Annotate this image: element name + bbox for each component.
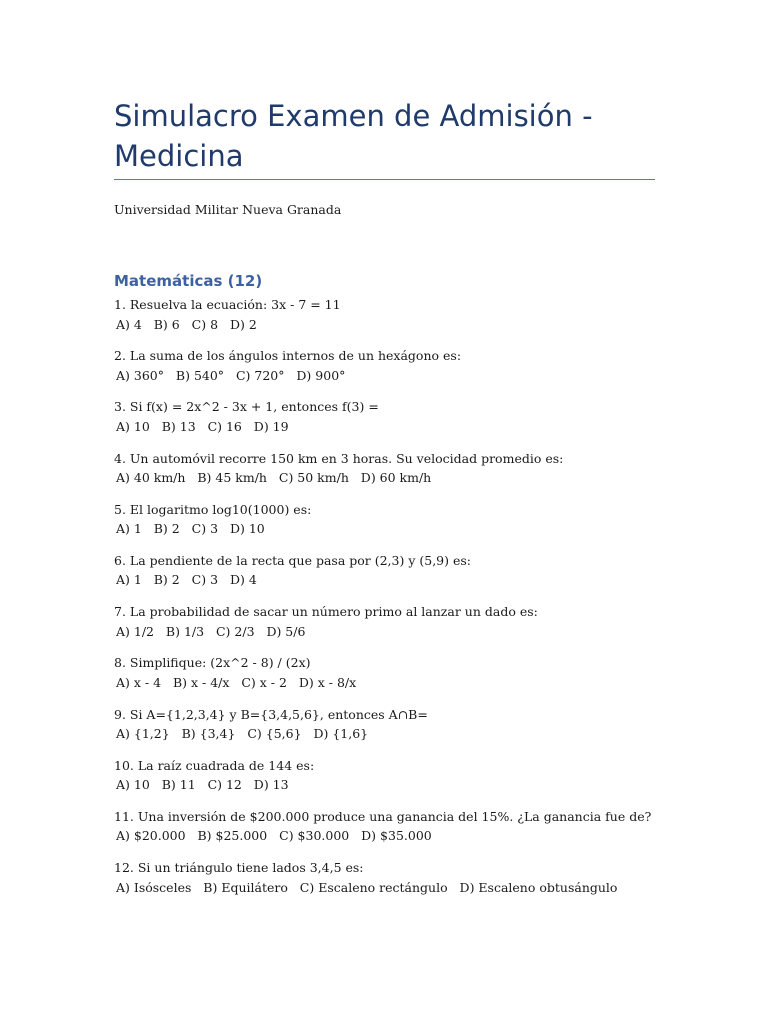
question-text: 7. La probabilidad de sacar un número primo al lanzar un dado es: [114, 604, 538, 620]
question-item [114, 346, 674, 397]
question-text: 12. Si un triángulo tiene lados 3,4,5 es: [114, 860, 364, 876]
question-text: 11. Una inversión de $200.000 produce una ganancia del 15%. ¿La ganancia fue de? [114, 808, 652, 824]
title-divider [114, 179, 655, 180]
question-options: A) x - 4 B) x - 4/x C) x - 2 D) x - 8/x [116, 674, 357, 690]
question-item [114, 653, 674, 704]
question-text: 6. La pendiente de la recta que pasa por (2,3) y (5,9) es: [114, 552, 472, 568]
question-text: 3. Si f(x) = 2x^2 - 3x + 1, entonces f(3) = [114, 399, 379, 415]
question-options: A) 40 km/h B) 45 km/h C) 50 km/h D) 60 km/h [116, 470, 432, 486]
question-options: A) 10 B) 11 C) 12 D) 13 [116, 777, 289, 793]
section-heading-matematicas: Matemáticas (12) [114, 272, 263, 290]
question-options: A) Isósceles B) Equilátero C) Escaleno rectángulo D) Escaleno obtusángulo [116, 879, 618, 895]
question-item [114, 705, 674, 756]
question-text: 4. Un automóvil recorre 150 km en 3 horas. Su velocidad promedio es: [114, 450, 564, 466]
question-options: A) 10 B) 13 C) 16 D) 19 [116, 418, 289, 434]
institution-name: Universidad Militar Nueva Granada [114, 202, 342, 217]
question-text: 1. Resuelva la ecuación: 3x - 7 = 11 [114, 297, 341, 312]
question-options: A) 1/2 B) 1/3 C) 2/3 D) 5/6 [116, 623, 306, 639]
question-text: 8. Simplifique: (2x^2 - 8) / (2x) [114, 655, 311, 671]
question-item [114, 397, 674, 448]
question-item [114, 756, 674, 807]
question-text: 9. Si A={1,2,3,4} y B={3,4,5,6}, entonces A∩B= [114, 706, 428, 722]
question-options: A) 4 B) 6 C) 8 D) 2 [116, 316, 257, 332]
question-text: 5. El logaritmo log10(1000) es: [114, 501, 312, 517]
question-list [114, 295, 674, 909]
question-item [114, 551, 674, 602]
question-item [114, 500, 674, 551]
question-text: 10. La raíz cuadrada de 144 es: [114, 757, 315, 773]
question-item [114, 807, 674, 858]
question-text: 2. La suma de los ángulos internos de un hexágono es: [114, 348, 462, 364]
question-options: A) $20.000 B) $25.000 C) $30.000 D) $35.000 [116, 828, 432, 844]
question-item [114, 449, 674, 500]
question-options: A) 1 B) 2 C) 3 D) 4 [116, 572, 257, 588]
question-item [114, 295, 674, 346]
page-title: Simulacro Examen de Admisión - Medicina [114, 99, 593, 173]
question-options: A) {1,2} B) {3,4} C) {5,6} D) {1,6} [116, 726, 369, 741]
question-item [114, 858, 674, 909]
question-item [114, 602, 674, 653]
question-options: A) 360° B) 540° C) 720° D) 900° [116, 367, 346, 383]
question-options: A) 1 B) 2 C) 3 D) 10 [116, 521, 265, 537]
